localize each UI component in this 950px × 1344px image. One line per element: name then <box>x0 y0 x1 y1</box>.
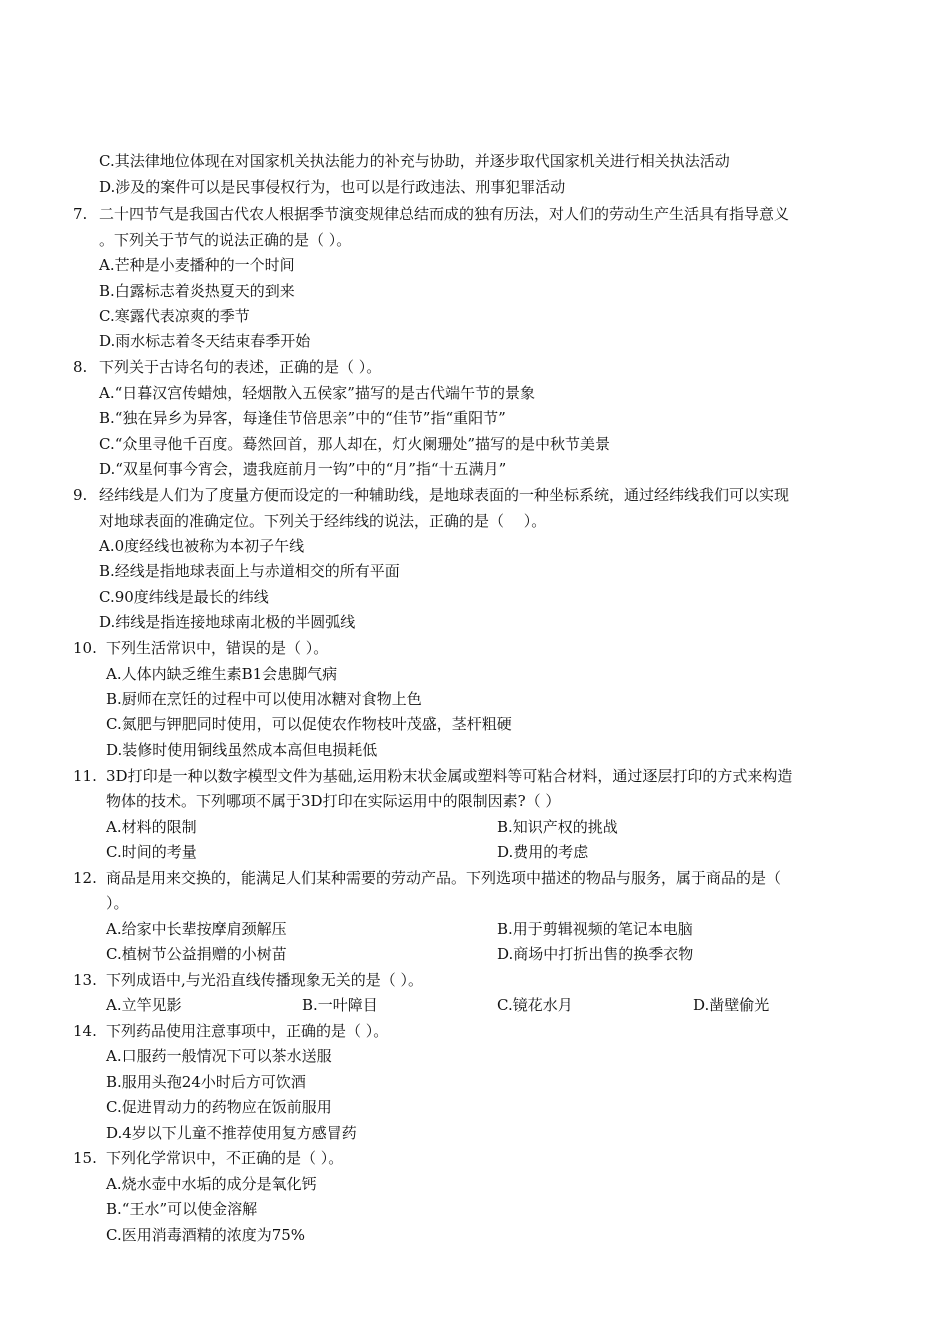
answer-option: B.白露标志着炎热夏天的到来 <box>99 282 295 300</box>
question-stem: 下列药品使用注意事项中，正确的是（ ）。 <box>106 1022 389 1040</box>
question-stem: 二十四节气是我国古代农人根据季节演变规律总结而成的独有历法，对人们的劳动生产生活具有指导意义 <box>99 205 790 223</box>
question-number: 11. <box>73 767 97 785</box>
question-stem: 经纬线是人们为了度量方便而设定的一种辅助线，是地球表面的一种坐标系统，通过经纬线我们可以实现 <box>99 486 790 504</box>
answer-option: C.“众里寻他千百度。蓦然回首，那人却在，灯火阑珊处”描写的是中秋节美景 <box>99 435 611 453</box>
answer-option: D.4岁以下儿童不推荐使用复方感冒药 <box>106 1124 357 1142</box>
question-stem: 3D打印是一种以数字模型文件为基础,运用粉末状金属或塑料等可粘合材料，通过逐层打印的方式来构造 <box>106 767 793 785</box>
answer-option: D.装修时使用铜线虽然成本高但电损耗低 <box>106 741 378 759</box>
question-stem: 对地球表面的准确定位。下列关于经纬线的说法，正确的是（ ）。 <box>99 512 547 530</box>
question-stem: 下列化学常识中，不正确的是（ ）。 <box>106 1149 344 1167</box>
answer-option: B.“王水”可以使金溶解 <box>106 1200 258 1218</box>
answer-option: A.0度经线也被称为本初子午线 <box>99 537 305 555</box>
answer-option: C.氮肥与钾肥同时使用，可以促使农作物枝叶茂盛，茎杆粗硬 <box>106 715 512 733</box>
question-number: 10. <box>73 639 97 657</box>
answer-option: C.镜花水月 <box>497 996 573 1014</box>
question-number: 8. <box>73 358 88 376</box>
question-stem: 下列成语中,与光沿直线传播现象无关的是（ ）。 <box>106 971 424 989</box>
question-stem: 物体的技术。下列哪项不属于3D打印在实际运用中的限制因素?（ ） <box>106 792 561 810</box>
answer-option: C.医用消毒酒精的浓度为75% <box>106 1226 306 1244</box>
answer-option: D.商场中打折出售的换季衣物 <box>497 945 694 963</box>
option-d-continued: D.涉及的案件可以是民事侵权行为，也可以是行政违法、刑事犯罪活动 <box>99 178 566 196</box>
answer-option: C.时间的考量 <box>106 843 197 861</box>
answer-option: D.费用的考虑 <box>497 843 589 861</box>
answer-option: A.立竿见影 <box>106 996 182 1014</box>
answer-option: B.经线是指地球表面上与赤道相交的所有平面 <box>99 562 400 580</box>
question-stem: 。下列关于节气的说法正确的是（ ）。 <box>99 231 352 249</box>
answer-option: B.“独在异乡为异客，每逢佳节倍思亲”中的“佳节”指“重阳节” <box>99 409 506 427</box>
question-number: 14. <box>73 1022 97 1040</box>
answer-option: A.给家中长辈按摩肩颈解压 <box>106 920 287 938</box>
answer-option: D.凿壁偷光 <box>693 996 770 1014</box>
answer-option: A.人体内缺乏维生素B1会患脚气病 <box>106 665 338 683</box>
answer-option: B.一叶障目 <box>302 996 378 1014</box>
answer-option: C.植树节公益捐赠的小树苗 <box>106 945 287 963</box>
answer-option: D.雨水标志着冬天结束春季开始 <box>99 332 311 350</box>
question-stem: 下列关于古诗名句的表述，正确的是（ ）。 <box>99 358 382 376</box>
answer-option: B.服用头孢24小时后方可饮酒 <box>106 1073 306 1091</box>
question-number: 9. <box>73 486 88 504</box>
question-stem: 下列生活常识中，错误的是（ ）。 <box>106 639 329 657</box>
answer-option: A.烧水壶中水垢的成分是氧化钙 <box>106 1175 317 1193</box>
answer-option: D.纬线是指连接地球南北极的半圆弧线 <box>99 613 356 631</box>
answer-option: C.寒露代表凉爽的季节 <box>99 307 250 325</box>
answer-option: B.厨师在烹饪的过程中可以使用冰糖对食物上色 <box>106 690 422 708</box>
answer-option: B.用于剪辑视频的笔记本电脑 <box>497 920 693 938</box>
answer-option: A.芒种是小麦播种的一个时间 <box>99 256 295 274</box>
question-stem: ）。 <box>106 894 129 912</box>
option-c-continued: C.其法律地位体现在对国家机关执法能力的补充与协助，并逐步取代国家机关进行相关执法活动 <box>99 152 730 170</box>
answer-option: A.口服药一般情况下可以茶水送服 <box>106 1047 332 1065</box>
answer-option: A.“日暮汉宫传蜡烛，轻烟散入五侯家”描写的是古代端午节的景象 <box>99 384 535 402</box>
answer-option: A.材料的限制 <box>106 818 197 836</box>
question-stem: 商品是用来交换的，能满足人们某种需要的劳动产品。下列选项中描述的物品与服务，属于商品的是（ <box>106 869 782 887</box>
question-number: 7. <box>73 205 88 223</box>
answer-option: B.知识产权的挑战 <box>497 818 618 836</box>
question-number: 15. <box>73 1149 97 1167</box>
answer-option: D.“双星何事今宵会，遗我庭前月一钩”中的“月”指“十五满月” <box>99 460 507 478</box>
question-number: 12. <box>73 869 97 887</box>
answer-option: C.90度纬线是最长的纬线 <box>99 588 269 606</box>
answer-option: C.促进胃动力的药物应在饭前服用 <box>106 1098 332 1116</box>
question-number: 13. <box>73 971 97 989</box>
